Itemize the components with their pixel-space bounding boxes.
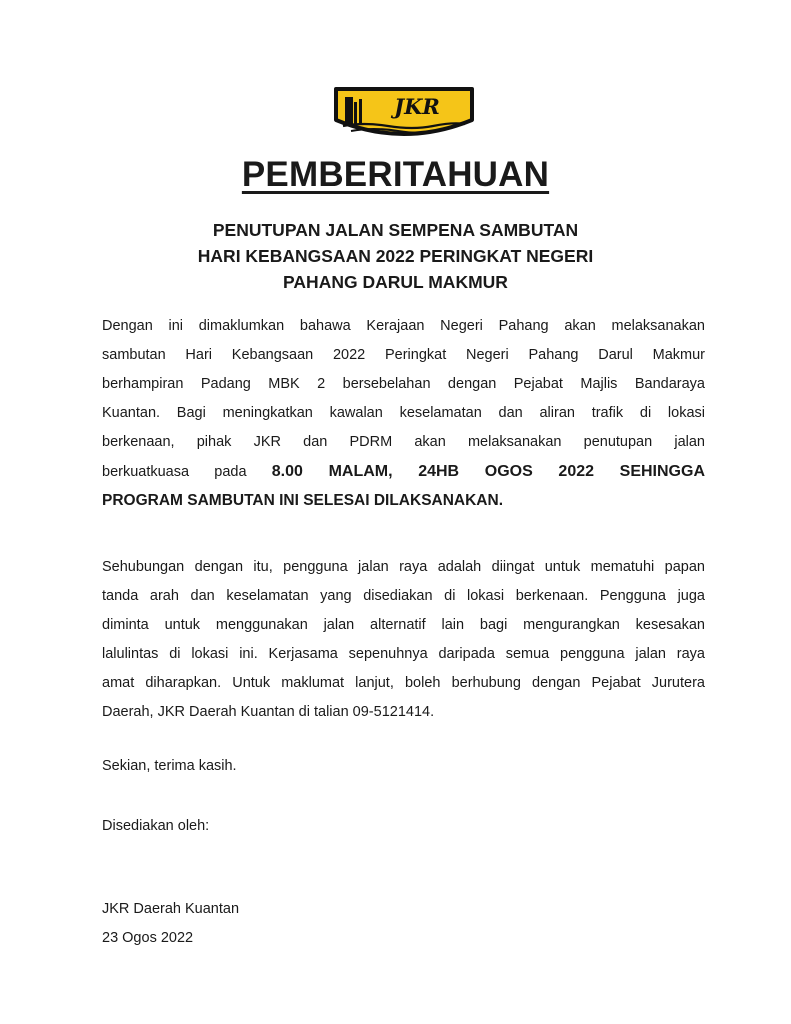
paragraph-line: tanda arah dan keselamatan yang disediakan di lokasi berkenaan. Pengguna juga [102,588,705,604]
signature-date: 23 Ogos 2022 [102,930,194,946]
closing-text: Sekian, terima kasih. [102,758,237,774]
jkr-emblem-icon [333,86,475,142]
signature-office: JKR Daerah Kuantan [102,901,240,917]
subtitle-line-2: HARI KEBANGSAAN 2022 PERINGKAT NEGERI [197,246,594,266]
paragraph-line: Sehubungan dengan itu, pengguna jalan raya adalah diingat untuk mematuhi papan [102,559,705,575]
paragraph-line: sambutan Hari Kebangsaan 2022 Peringkat Negeri Pahang Darul Makmur [102,347,705,363]
paragraph-line: amat diharapkan. Untuk maklumat lanjut, boleh berhubung dengan Pejabat Jurutera [102,675,705,691]
paragraph-line: Dengan ini dimaklumkan bahawa Kerajaan Negeri Pahang akan melaksanakan [102,318,705,334]
paragraph-advice [102,553,705,727]
paragraph-line-closure-time [102,457,705,486]
paragraph-line: berhampiran Padang MBK 2 bersebelahan dengan Pejabat Majlis Bandaraya [102,376,705,392]
paragraph-line: berkenaan, pihak JKR dan PDRM akan melaksanakan penutupan jalan [102,434,705,450]
closure-time-text: 8.00 MALAM, 24HB OGOS 2022 SEHINGGA [271,463,705,480]
subtitle-line-1: PENUTUPAN JALAN SEMPENA SAMBUTAN [212,220,579,240]
paragraph-line: Kuantan. Bagi meningkatkan kawalan keselamatan dan aliran trafik di lokasi [102,405,705,421]
paragraph-line: diminta untuk menggunakan jalan alternatif lain bagi mengurangkan kesesakan [102,617,705,633]
closure-intro-text: berkuatkuasa pada [102,464,247,480]
paragraph-announcement [102,312,705,515]
subtitle-line-3: PAHANG DARUL MAKMUR [283,272,508,292]
closure-until-text: PROGRAM SAMBUTAN INI SELESAI DILAKSANAKAN. [102,492,503,509]
logo-text: JKR [394,94,440,119]
paragraph-line-contact: Daerah, JKR Daerah Kuantan di talian 09-5121414. [102,704,435,720]
notice-title [0,155,791,195]
paragraph-line: lalulintas di lokasi ini. Kerjasama sepenuhnya daripada semua pengguna jalan raya [102,646,705,662]
notice-title-text: PEMBERITAHUAN [241,155,550,194]
prepared-by-label: Disediakan oleh: [102,818,210,834]
